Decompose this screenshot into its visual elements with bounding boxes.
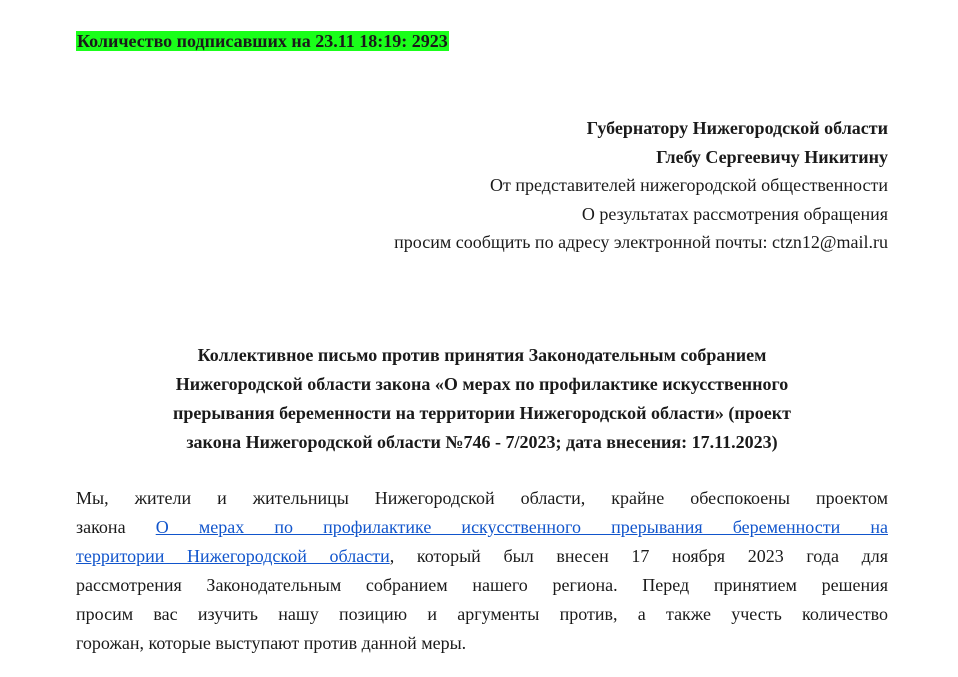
addressee-reply-request: О результатах рассмотрения обращения [581,203,888,224]
letter-body-paragraph [76,484,888,658]
title-line: Нижегородской области закона «О мерах по профилактике искусственного [175,374,789,394]
title-line: прерывания беременности на территории Нижегородской области» (проект [173,403,791,423]
body-line: Мы, жители и жительницы Нижегородской области, крайне обеспокоены проектом [76,488,888,508]
addressee-block [76,114,888,257]
law-draft-link-continued[interactable]: территории Нижегородской области [76,546,390,566]
body-line: горожан, которые выступают против данной меры. [76,633,467,653]
letter-title [76,341,888,457]
title-line: закона Нижегородской области №746 - 7/2023; дата внесения: 17.11.2023) [186,432,778,452]
addressee-governor-title: Губернатору Нижегородской области [586,118,888,138]
body-line: рассмотрения Законодательным собранием нашего региона. Перед принятием решения [76,575,888,595]
addressee-sender: От представителей нижегородской общественности [490,175,888,195]
addressee-email-line: просим сообщить по адресу электронной почты: ctzn12@mail.ru [394,232,888,252]
body-line [76,513,888,542]
law-draft-link[interactable]: О мерах по профилактике искусственного прерывания беременности на [155,517,888,537]
signature-count-line [76,29,449,53]
body-line [76,542,888,571]
addressee-governor-name: Глебу Сергеевичу Никитину [656,146,888,167]
signature-count-highlight: Количество подписавших на 23.11 18:19: 2923 [77,31,448,51]
body-line: просим вас изучить нашу позицию и аргументы против, а также учесть количество [76,604,888,624]
body-line-suffix: , который был внесен 17 ноября 2023 года для [389,546,889,566]
title-line: Коллективное письмо против принятия Законодательным собранием [197,345,767,365]
body-line-prefix: закона [76,517,126,537]
